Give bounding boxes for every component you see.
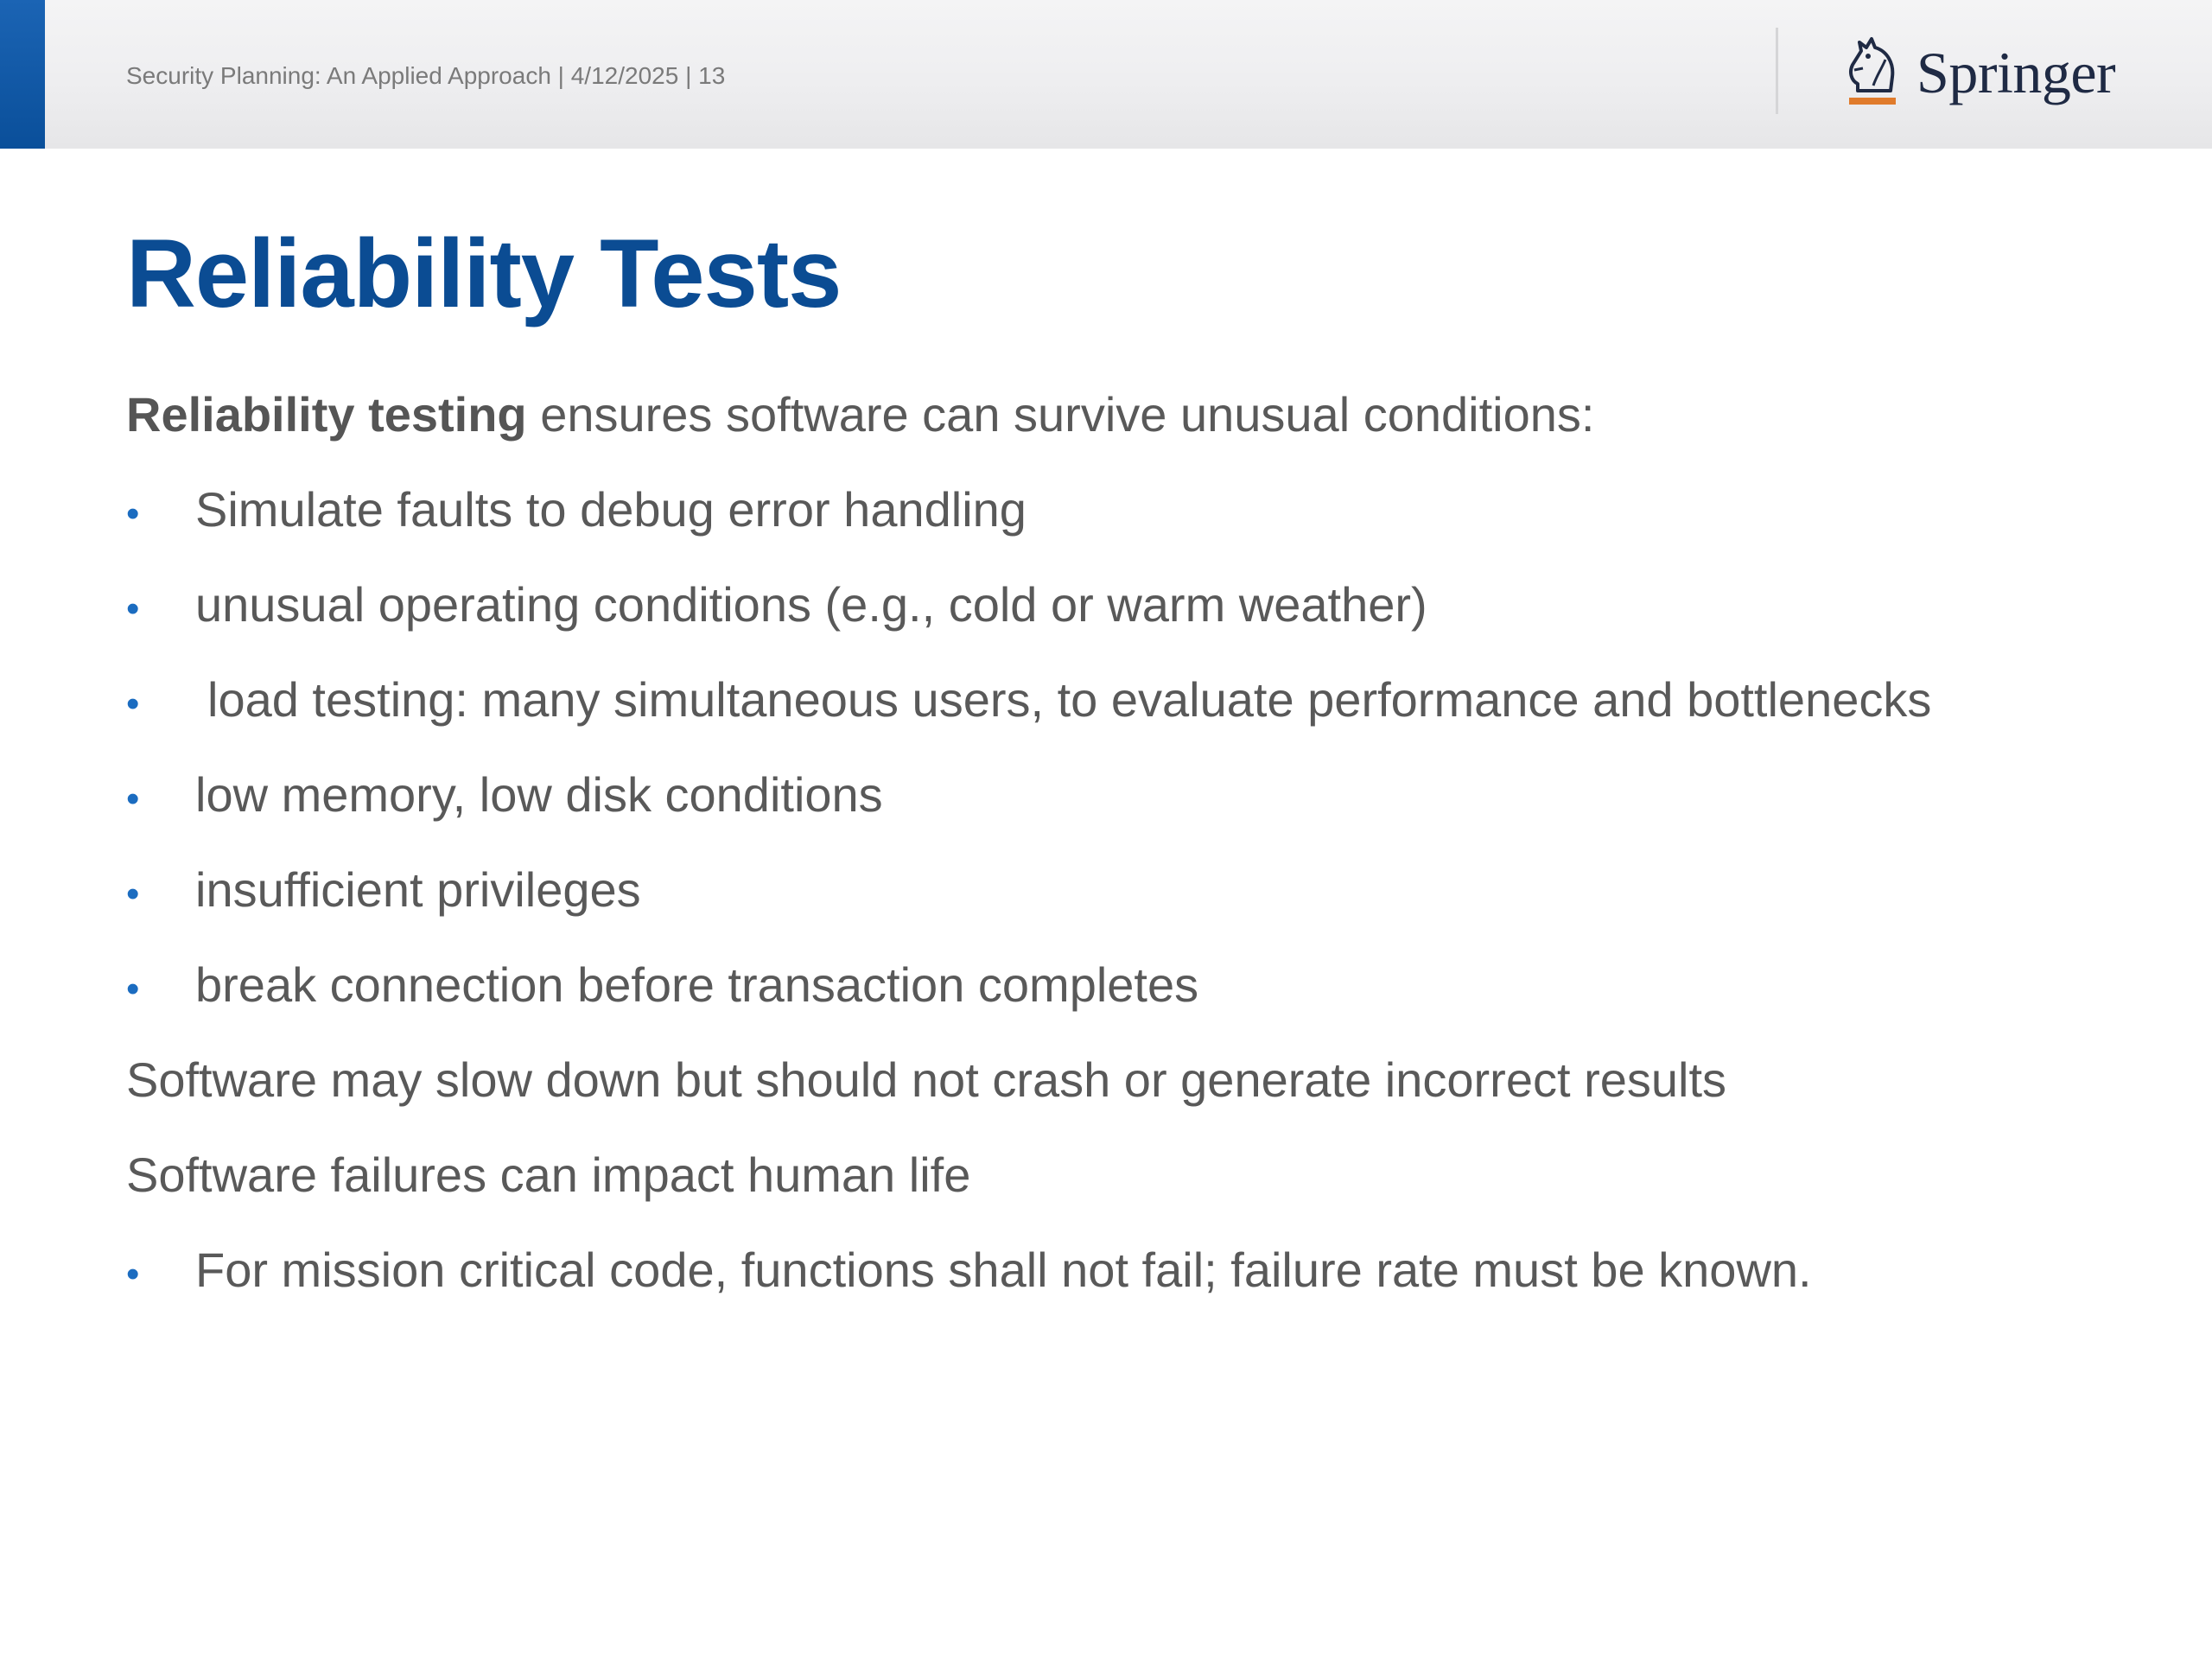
list-item [126, 747, 2113, 842]
bullet-icon: • [126, 1253, 140, 1295]
springer-logo [1839, 31, 2115, 114]
footer-text: Security Planning: An Applied Approach | 4/12/2025 | 13 [126, 62, 726, 89]
list-item [126, 938, 2113, 1033]
statement-line: Software failures can impact human life [126, 1147, 971, 1202]
intro-line [126, 367, 2113, 462]
bullet-text: low memory, low disk conditions [195, 767, 883, 822]
list-item [126, 462, 2113, 557]
intro-text: ensures software can survive unusual conditions: [526, 387, 1595, 442]
list-item [126, 1223, 2113, 1318]
bullet-icon: • [126, 873, 140, 915]
knight-horse-icon [1839, 34, 1904, 111]
bullet-text: unusual operating conditions (e.g., cold or warm weather) [195, 577, 1427, 632]
logo-text: Springer [1916, 39, 2116, 105]
list-item [126, 557, 2113, 652]
bullet-text: break connection before transaction completes [195, 957, 1199, 1012]
statement-line: Software may slow down but should not crash or generate incorrect results [126, 1052, 1727, 1107]
header-divider [1776, 28, 1778, 114]
bullet-text: insufficient privileges [195, 862, 641, 917]
bullet-text: Simulate faults to debug error handling [195, 482, 1027, 537]
bullet-icon: • [126, 778, 140, 820]
bullet-icon: • [126, 493, 140, 535]
bullet-text: load testing: many simultaneous users, to evaluate performance and bottlenecks [207, 672, 1932, 727]
slide-body [126, 367, 2113, 1318]
accent-bar [0, 0, 45, 149]
list-item [126, 842, 2113, 938]
bullet-icon: • [126, 968, 140, 1010]
bullet-icon: • [126, 588, 140, 630]
list-item [126, 652, 2113, 747]
bullet-text: For mission critical code, functions shall not fail; failure rate must be known. [195, 1243, 1812, 1297]
bullet-icon: • [126, 683, 140, 725]
slide-title: Reliability Tests [126, 219, 842, 327]
intro-bold-term: Reliability testing [126, 387, 527, 442]
